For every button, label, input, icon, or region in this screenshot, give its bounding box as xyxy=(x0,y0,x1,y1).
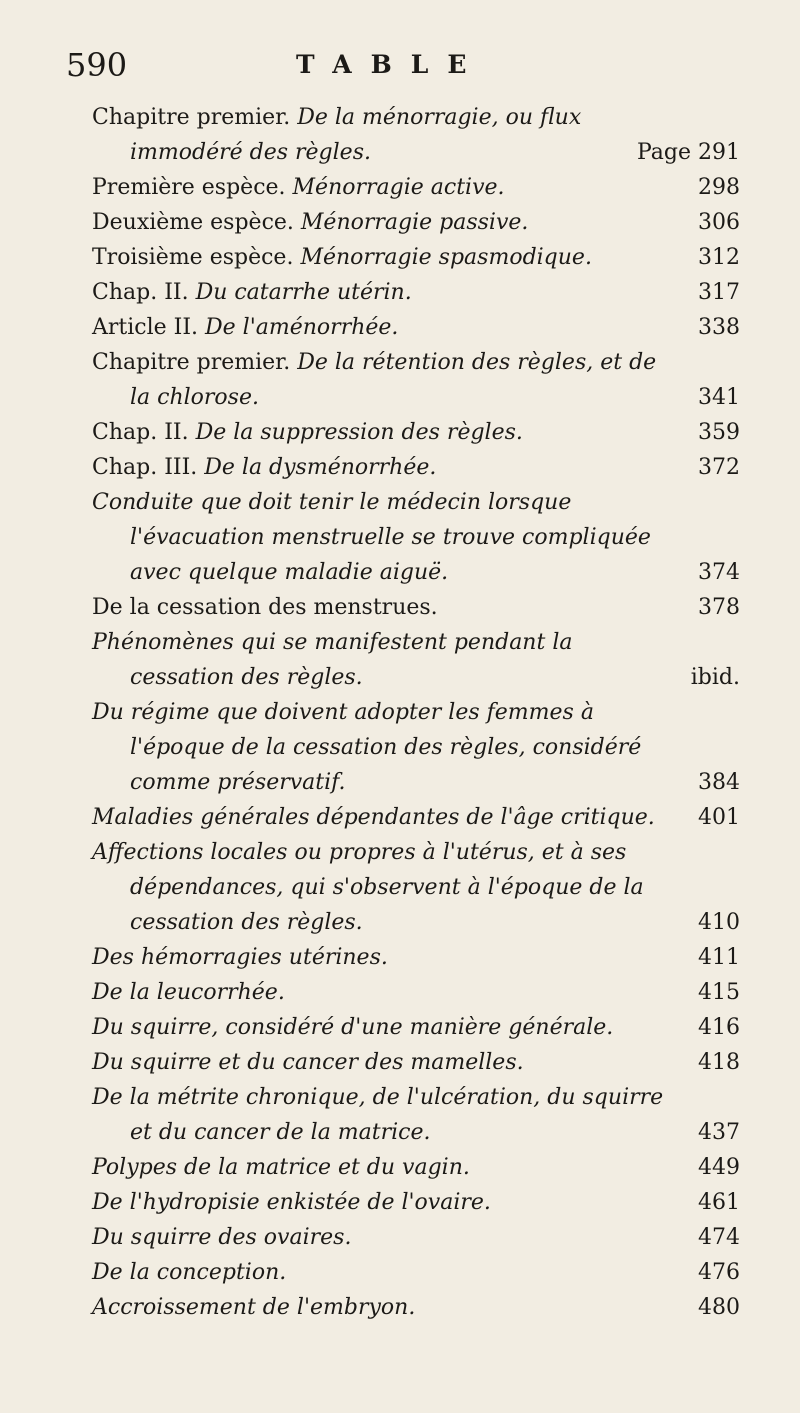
entry-title: Du catarrhe utérin. xyxy=(195,280,412,305)
entry-page: 449 xyxy=(698,1155,740,1180)
page-number: 590 xyxy=(66,46,128,84)
toc-entry xyxy=(92,940,740,975)
entry-title: De la rétention des règles, et de la chlorose. xyxy=(130,350,657,410)
entry-page: 415 xyxy=(698,980,740,1005)
entry-title: Affections locales ou propres à l'utérus, et à ses dépendances, qui s'observent à l'époque de la cessation des règles. xyxy=(92,840,644,935)
entry-title: Maladies générales dépendantes de l'âge critique. xyxy=(92,805,655,830)
entry-prefix: Première espèce. xyxy=(92,175,293,200)
entry-page: 410 xyxy=(698,910,740,935)
entry-prefix: De la cessation des menstrues. xyxy=(92,595,438,620)
entry-title: Ménorragie passive. xyxy=(300,210,529,235)
toc-entry xyxy=(92,975,740,1010)
toc-entry xyxy=(92,1045,740,1080)
entry-page: 401 xyxy=(698,805,740,830)
entry-prefix: Chap. II. xyxy=(92,420,196,445)
entry-prefix: Article II. xyxy=(92,315,206,340)
entry-title: Phénomènes qui se manifestent pendant la cessation des règles. xyxy=(92,630,573,690)
toc-entry xyxy=(92,100,740,170)
entry-page: 359 xyxy=(698,420,740,445)
entry-page: Page 291 xyxy=(636,140,740,165)
entry-title: De la leucorrhée. xyxy=(92,980,285,1005)
toc-entry xyxy=(92,170,740,205)
toc-entry xyxy=(92,205,740,240)
entry-page: 378 xyxy=(698,595,740,620)
entry-page: 374 xyxy=(698,560,740,585)
entry-title: De la dysménorrhée. xyxy=(204,455,437,480)
entry-title: Ménorragie spasmodique. xyxy=(300,245,592,270)
entry-page: 461 xyxy=(698,1190,740,1215)
entry-page: 306 xyxy=(698,210,740,235)
toc-entry xyxy=(92,1220,740,1255)
toc-entry xyxy=(92,1080,740,1150)
entry-prefix: Deuxième espèce. xyxy=(92,210,301,235)
toc-entry xyxy=(92,695,740,800)
entry-page: 384 xyxy=(698,770,740,795)
toc-entry xyxy=(92,450,740,485)
toc-entry xyxy=(92,835,740,940)
entry-prefix: Chap. III. xyxy=(92,455,205,480)
entry-title: Accroissement de l'embryon. xyxy=(92,1295,416,1320)
entry-title: Ménorragie active. xyxy=(292,175,505,200)
toc-entry xyxy=(92,1185,740,1220)
entry-title: Conduite que doit tenir le médecin lorsque l'évacuation menstruelle se trouve compliquée avec quelque maladie aiguë. xyxy=(92,490,651,585)
toc-entry xyxy=(92,1010,740,1045)
table-of-contents xyxy=(92,100,740,1325)
entry-page: 338 xyxy=(698,315,740,340)
entry-prefix: Chapitre premier. xyxy=(92,350,298,375)
entry-title: Des hémorragies utérines. xyxy=(92,945,388,970)
entry-title: De la suppression des règles. xyxy=(195,420,523,445)
entry-prefix: Troisième espèce. xyxy=(92,245,301,270)
toc-entry xyxy=(92,625,740,695)
entry-page: 418 xyxy=(698,1050,740,1075)
entry-page: 476 xyxy=(698,1260,740,1285)
entry-page: 298 xyxy=(698,175,740,200)
entry-title: De l'hydropisie enkistée de l'ovaire. xyxy=(92,1190,491,1215)
entry-page: 474 xyxy=(698,1225,740,1250)
entry-page: 372 xyxy=(698,455,740,480)
entry-title: De la conception. xyxy=(92,1260,287,1285)
entry-title: De la ménorragie, ou flux immodéré des règles. xyxy=(130,105,582,165)
toc-entry xyxy=(92,1290,740,1325)
toc-entry xyxy=(92,1150,740,1185)
entry-page: 416 xyxy=(698,1015,740,1040)
entry-page: 317 xyxy=(698,280,740,305)
entry-title: Du squirre et du cancer des mamelles. xyxy=(92,1050,524,1075)
toc-entry xyxy=(92,345,740,415)
entry-prefix: Chap. II. xyxy=(92,280,196,305)
entry-title: De l'aménorrhée. xyxy=(205,315,399,340)
entry-page: ibid. xyxy=(690,665,740,690)
running-title: TABLE xyxy=(296,50,486,79)
entry-page: 341 xyxy=(698,385,740,410)
toc-entry xyxy=(92,240,740,275)
page-header xyxy=(66,46,720,96)
entry-title: Du régime que doivent adopter les femmes à l'époque de la cessation des règles, considéré comme préservatif. xyxy=(92,700,642,795)
entry-title: Du squirre, considéré d'une manière générale. xyxy=(92,1015,614,1040)
entry-page: 411 xyxy=(698,945,740,970)
entry-title: Du squirre des ovaires. xyxy=(92,1225,352,1250)
entry-title: Polypes de la matrice et du vagin. xyxy=(92,1155,470,1180)
entry-page: 437 xyxy=(698,1120,740,1145)
entry-page: 480 xyxy=(698,1295,740,1320)
toc-entry xyxy=(92,415,740,450)
toc-entry xyxy=(92,1255,740,1290)
toc-entry xyxy=(92,310,740,345)
toc-entry xyxy=(92,800,740,835)
entry-title: De la métrite chronique, de l'ulcération, du squirre et du cancer de la matrice. xyxy=(92,1085,664,1145)
entry-prefix: Chapitre premier. xyxy=(92,105,298,130)
toc-entry xyxy=(92,590,740,625)
toc-entry xyxy=(92,275,740,310)
toc-entry xyxy=(92,485,740,590)
entry-page: 312 xyxy=(698,245,740,270)
